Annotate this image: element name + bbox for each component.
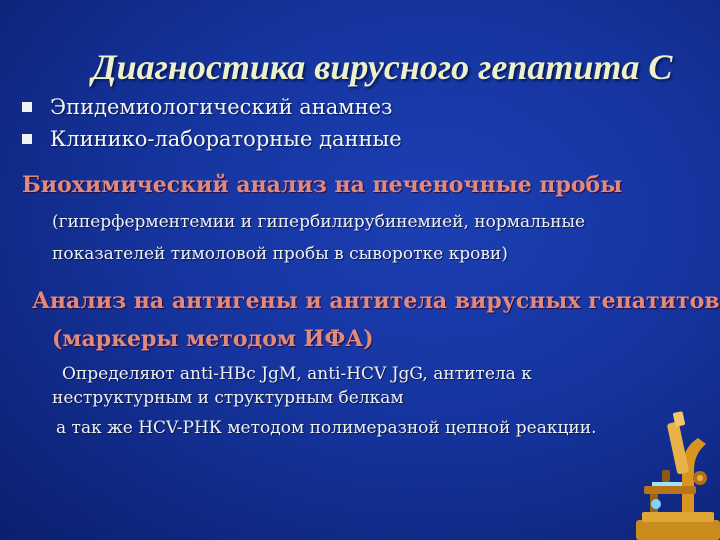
body-line: неструктурным и структурным белкам — [52, 388, 404, 408]
section-heading: Анализ на антигены и антитела вирусных гепатитов — [32, 288, 720, 314]
body-line: а так же HCV-РНК методом полимеразной цепной реакции. — [56, 418, 597, 438]
body-line: Определяют anti-HBc JgM, anti-HCV JgG, антитела к — [62, 364, 532, 384]
bullet-square-icon — [22, 102, 32, 112]
microscope-icon — [622, 408, 720, 540]
body-line: показателей тимоловой пробы в сыворотке крови) — [52, 244, 508, 264]
bullet-item — [22, 94, 393, 120]
bullet-text: Эпидемиологический анамнез — [50, 95, 393, 119]
bullet-item — [22, 126, 402, 152]
page-title: Диагностика вирусного гепатита С — [92, 47, 673, 87]
body-line: (гиперферментемии и гипербилирубинемией, нормальные — [52, 212, 586, 232]
bullet-text: Клинико-лабораторные данные — [50, 127, 402, 151]
section-heading: (маркеры методом ИФА) — [52, 326, 374, 352]
section-heading: Биохимический анализ на печеночные пробы — [22, 172, 623, 198]
bullet-square-icon — [22, 134, 32, 144]
